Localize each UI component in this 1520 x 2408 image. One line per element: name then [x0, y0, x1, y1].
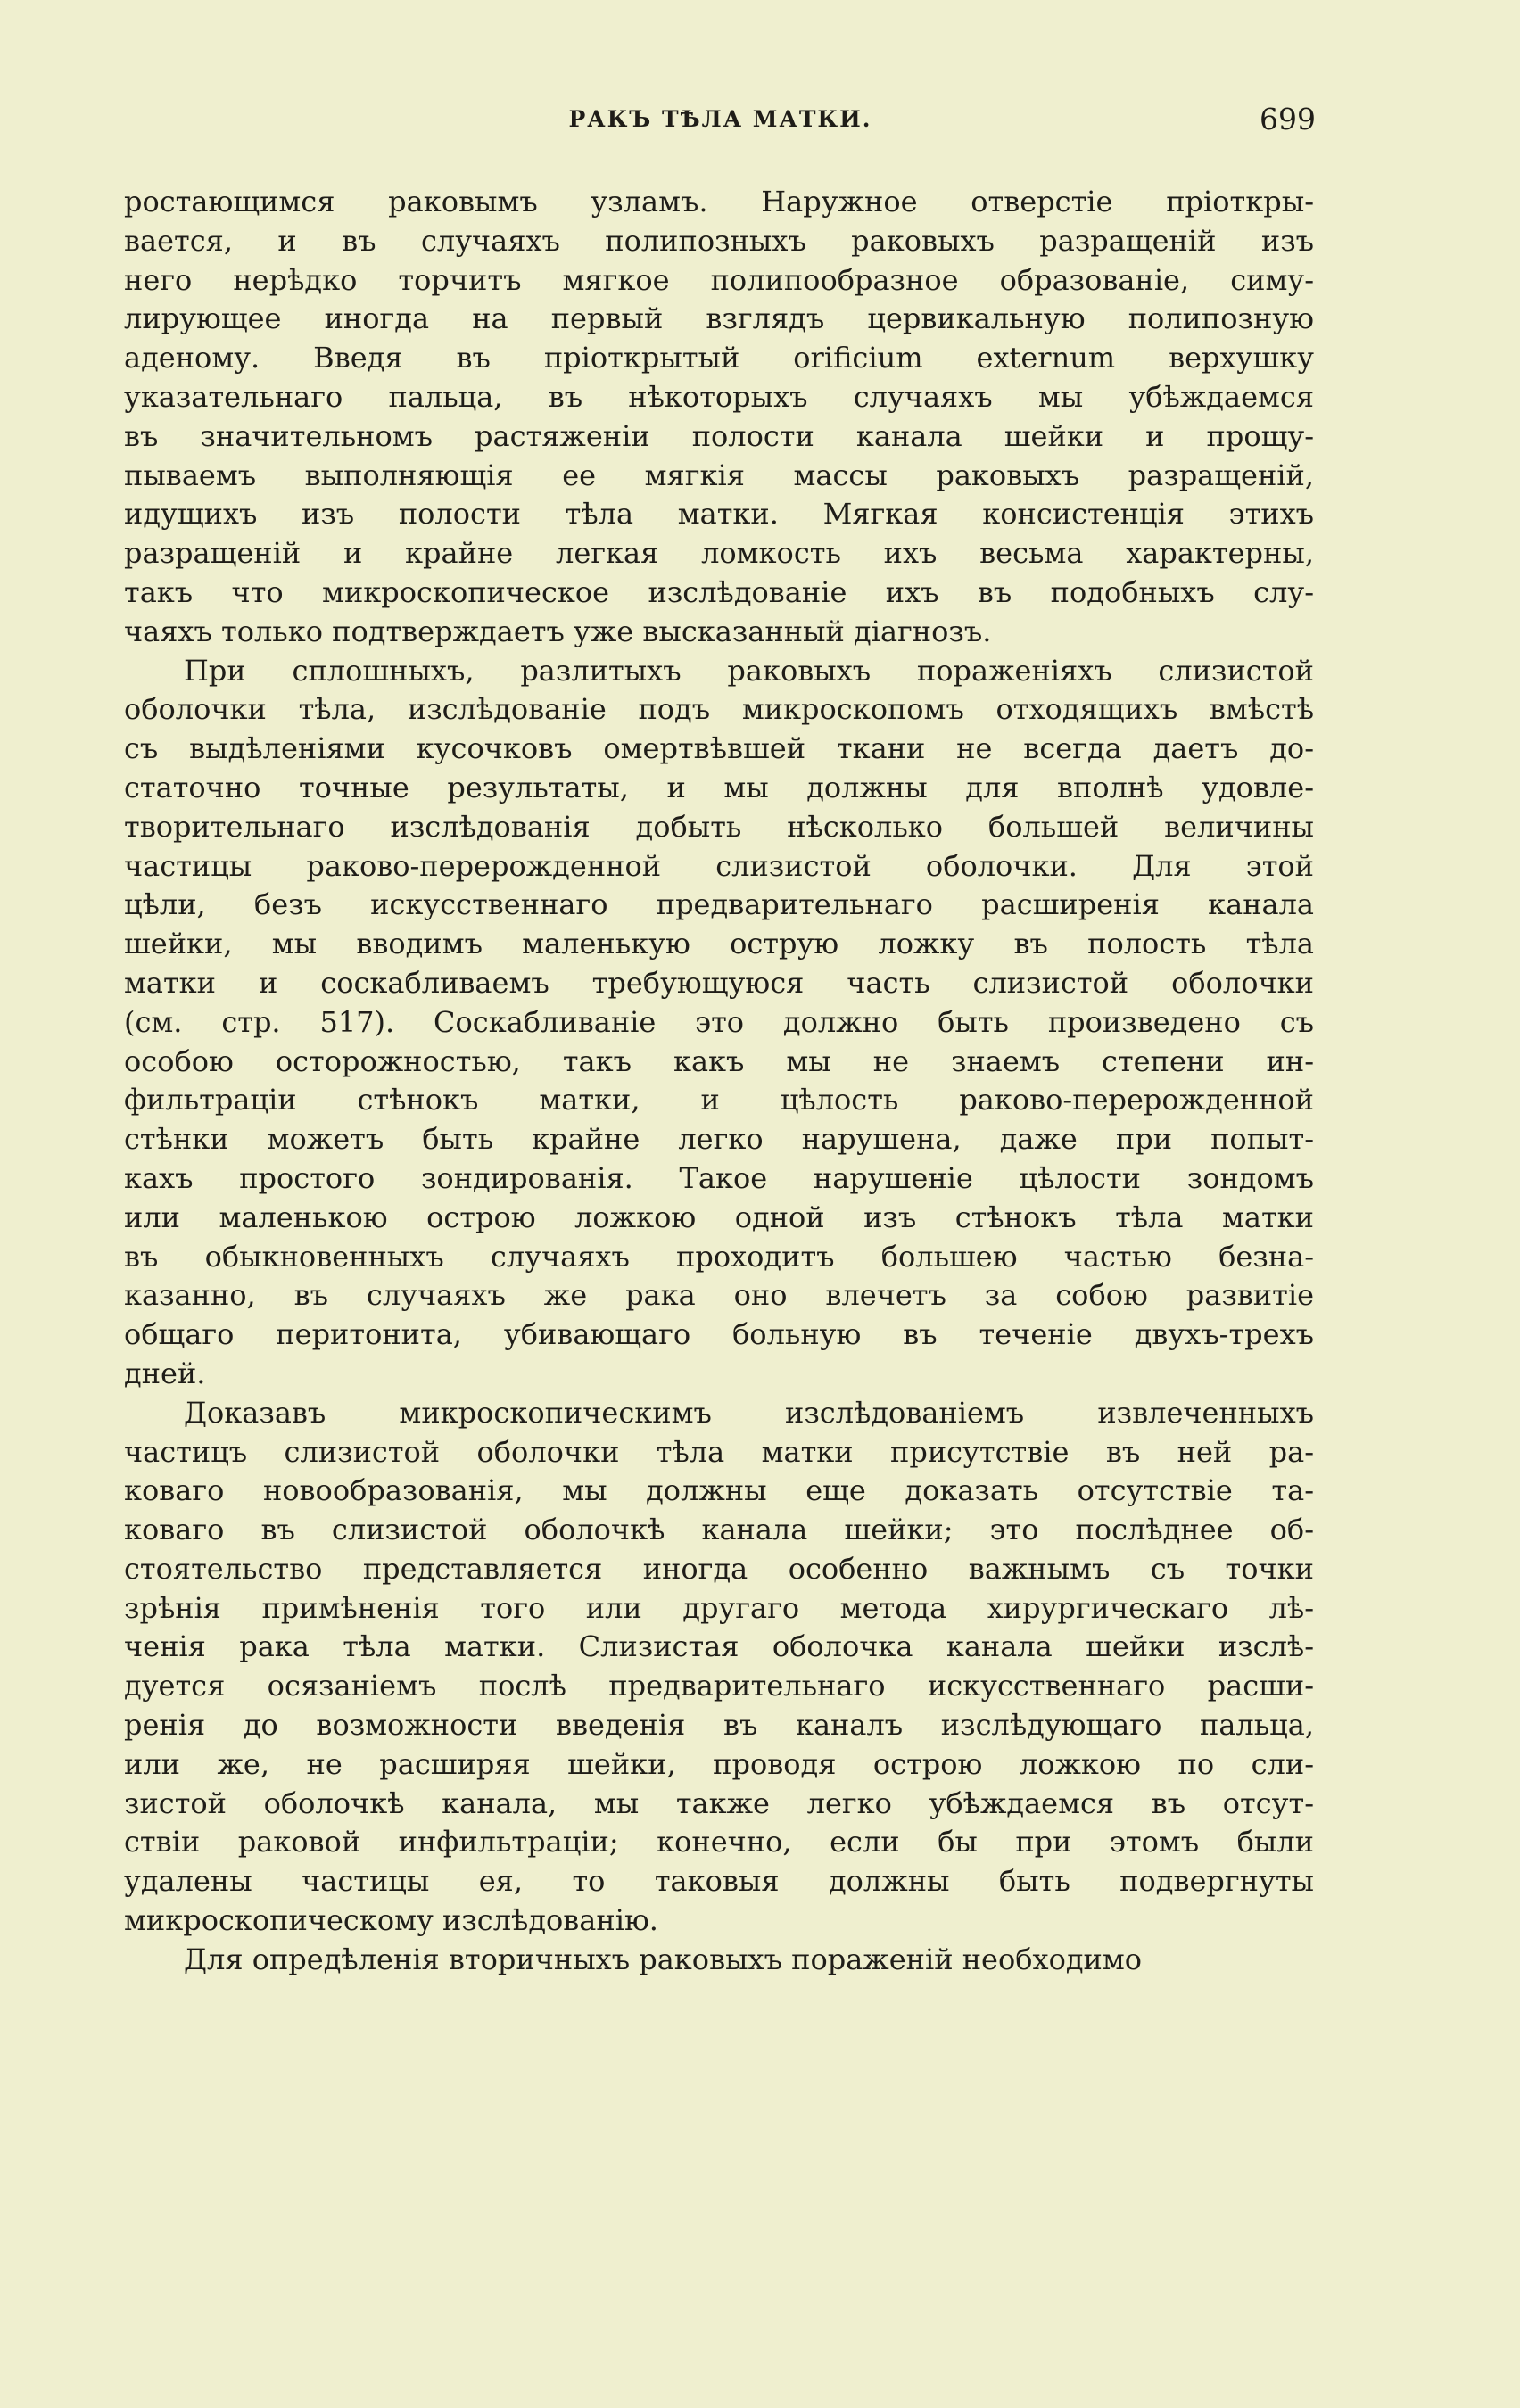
- text-line: микроскопическому изслѣдованію.: [124, 1903, 658, 1938]
- text-line: казанно, въ случаяхъ же рака оно влечетъ за собою развитіе: [124, 1278, 1314, 1313]
- text-line: ренія до возможности введенія въ каналъ изслѣдующаго пальца,: [124, 1708, 1314, 1743]
- text-line: зрѣнія примѣненія того или другаго метода хирургическаго лѣ-: [124, 1590, 1314, 1625]
- text-line: ствіи раковой инфильтраціи; конечно, если бы при этомъ были: [124, 1825, 1314, 1860]
- text-line: такъ что микроскопическое изслѣдованіе ихъ въ подобныхъ слу-: [124, 574, 1314, 609]
- running-head: [125, 100, 1316, 139]
- text-line: стѣнки можетъ быть крайне легко нарушена, даже при попыт-: [124, 1122, 1314, 1157]
- text-line: кахъ простого зондированія. Такое нарушеніе цѣлости зондомъ: [124, 1160, 1314, 1195]
- text-line: матки и соскабливаемъ требующуюся часть слизистой оболочки: [124, 965, 1314, 1000]
- text-line: общаго перитонита, убивающаго больную въ теченіе двухъ-трехъ: [124, 1317, 1314, 1352]
- text-line: оболочки тѣла, изслѣдованіе подъ микроскопомъ отходящихъ вмѣстѣ: [124, 692, 1314, 727]
- text-line: дней.: [124, 1356, 206, 1390]
- text-line: или же, не расширяя шейки, проводя острою ложкою по сли-: [124, 1746, 1314, 1781]
- body-text: [124, 183, 1314, 1980]
- text-line: чаяхъ только подтверждаетъ уже высказанный діагнозъ.: [124, 614, 992, 648]
- text-line: дуется осязаніемъ послѣ предварительнаго искусственнаго расши-: [124, 1669, 1314, 1703]
- text-line: или маленькою острою ложкою одной изъ стѣнокъ тѣла матки: [124, 1200, 1314, 1234]
- page-number: 699: [1260, 102, 1316, 136]
- text-line: лирующее иногда на первый взглядъ цервикальную полипозную: [124, 301, 1314, 336]
- text-line: идущихъ изъ полости тѣла матки. Мягкая консистенція этихъ: [124, 497, 1314, 532]
- text-line: удалены частицы ея, то таковыя должны быть подвергнуты: [124, 1864, 1314, 1899]
- text-line: шейки, мы вводимъ маленькую острую ложку въ полость тѣла: [124, 927, 1314, 961]
- text-line: цѣли, безъ искусственнаго предварительнаго расширенія канала: [124, 887, 1314, 922]
- text-line: частицы раково-перерожденной слизистой оболочки. Для этой: [124, 848, 1314, 883]
- text-line: особою осторожностью, такъ какъ мы не знаемъ степени ин-: [124, 1043, 1314, 1078]
- text-line: статочно точные результаты, и мы должны для вполнѣ удовле-: [124, 770, 1314, 804]
- text-line: творительнаго изслѣдованія добыть нѣсколько большей величины: [124, 809, 1314, 844]
- text-line: При сплошныхъ, разлитыхъ раковыхъ пораженіяхъ слизистой: [184, 653, 1314, 688]
- text-line: вается, и въ случаяхъ полипозныхъ раковыхъ разращеній изъ: [124, 223, 1314, 258]
- text-line: него нерѣдко торчитъ мягкое полипообразное образованіе, симу-: [124, 262, 1314, 297]
- text-line: Для опредѣленія вторичныхъ раковыхъ пораженій необходимо: [184, 1942, 1143, 1976]
- text-line: зистой оболочкѣ канала, мы также легко убѣждаемся въ отсут-: [124, 1785, 1314, 1820]
- text-line: коваго новообразованія, мы должны еще доказать отсутствіе та-: [124, 1473, 1314, 1508]
- text-line: разращеній и крайне легкая ломкость ихъ весьма характерны,: [124, 536, 1314, 571]
- text-line: частицъ слизистой оболочки тѣла матки присутствіе въ ней ра-: [124, 1434, 1314, 1469]
- text-line: пываемъ выполняющія ее мягкія массы раковыхъ разращеній,: [124, 458, 1314, 492]
- running-title: РАКЪ ТѢЛА МАТКИ.: [568, 106, 872, 132]
- text-line: ростающимся раковымъ узламъ. Наружное отверстіе пріоткры-: [124, 185, 1314, 219]
- text-line: стоятельство представляется иногда особенно важнымъ съ точки: [124, 1551, 1314, 1586]
- text-line: указательнаго пальца, въ нѣкоторыхъ случаяхъ мы убѣждаемся: [124, 379, 1314, 414]
- text-line: Доказавъ микроскопическимъ изслѣдованіемъ извлеченныхъ: [184, 1395, 1314, 1430]
- text-line: въ значительномъ растяженіи полости канала шейки и прощу-: [124, 418, 1314, 453]
- text-line: (см. стр. 517). Соскабливаніе это должно быть произведено съ: [124, 1004, 1314, 1039]
- text-line: коваго въ слизистой оболочкѣ канала шейки; это послѣднее об-: [124, 1513, 1314, 1547]
- text-line: съ выдѣленіями кусочковъ омертвѣвшей ткани не всегда даетъ до-: [124, 731, 1314, 766]
- text-line: ченія рака тѣла матки. Слизистая оболочка канала шейки изслѣ-: [124, 1629, 1314, 1664]
- text-line: аденому. Введя въ пріоткрытый orificium externum верхушку: [124, 341, 1314, 375]
- text-line: въ обыкновенныхъ случаяхъ проходитъ большею частью безна-: [124, 1239, 1314, 1274]
- text-line: фильтраціи стѣнокъ матки, и цѣлость раково-перерожденной: [124, 1083, 1314, 1117]
